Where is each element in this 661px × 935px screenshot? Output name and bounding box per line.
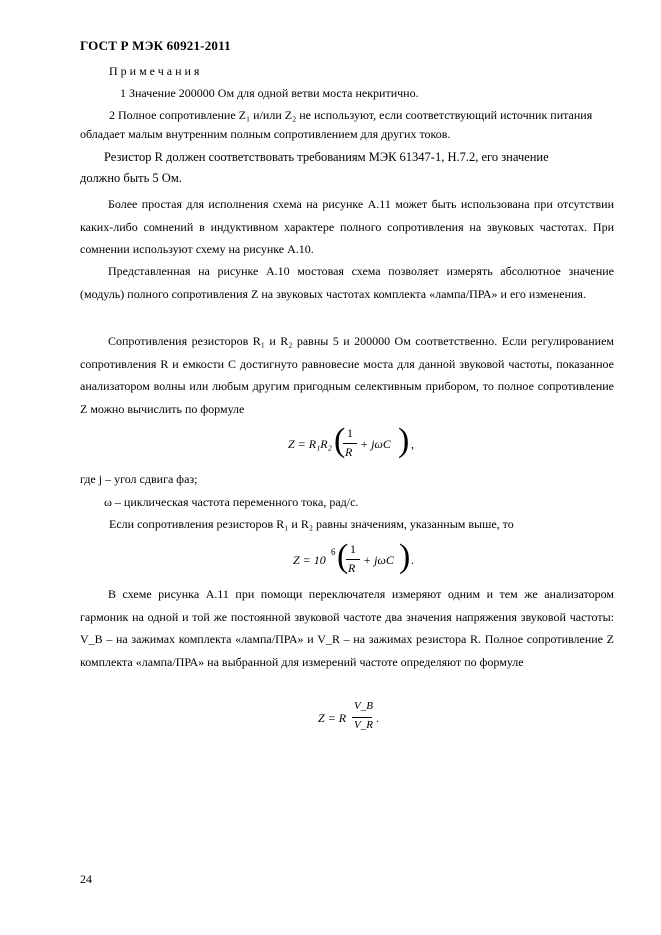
- fraction-denominator: R: [345, 445, 353, 459]
- left-paren: (: [334, 422, 346, 459]
- fraction-denominator: V_R: [354, 719, 373, 731]
- fraction-bar: [343, 443, 357, 444]
- formula-end: .: [411, 553, 414, 567]
- formula-end: .: [376, 711, 379, 725]
- fraction-bar: [346, 559, 360, 560]
- bridge-scheme-paragraph: Представленная на рисунке А.10 мостовая схема позволяет измерять абсолютное значение (модуль) полного сопротивления Z на звуковых частотах комплекта «лампа/ПРА» и его изменения.: [80, 264, 614, 301]
- resistor-paragraph-line-2: должно быть 5 Ом.: [80, 171, 182, 185]
- fraction-denominator: R: [348, 561, 356, 575]
- omega-definition: ω – циклическая частота переменного тока, рад/с.: [104, 495, 359, 509]
- fraction-numerator: 1: [350, 542, 356, 556]
- right-paren: ): [398, 422, 410, 459]
- right-paren: ): [399, 538, 411, 575]
- fraction-bar: [352, 717, 372, 718]
- formula-lhs: Z = R: [318, 711, 347, 725]
- resistor-paragraph-line-1: Резистор R должен соответствовать требованиям МЭК 61347-1, Н.7.2, его значение: [104, 150, 549, 164]
- formula-exponent: 6: [331, 547, 336, 557]
- notes-title: Примечания: [109, 64, 203, 78]
- fraction-numerator: 1: [347, 426, 353, 440]
- note-2-line-2: обладает малым внутренним полным сопротивлением для других токов.: [80, 127, 451, 141]
- left-paren: (: [337, 538, 349, 575]
- document-header: ГОСТ Р МЭК 60921-2011: [80, 38, 231, 53]
- formula-tail: + jωC: [363, 553, 394, 567]
- formula-lhs: Z = 10: [293, 553, 326, 567]
- formula-tail: + jωC: [360, 437, 391, 451]
- page-number: 24: [80, 872, 92, 886]
- resistances-paragraph: Сопротивления резисторов R₁ и R₂ равны 5 и 200000 Ом соответственно. Если регулированием сопротивления R и емкости C достигнуто равновесие моста для данной звуковой частоты, показанное анализатором волны или любым другим пригодным селективным прибором, то полное сопротивление Z можно вычислить по формуле: [80, 334, 614, 416]
- simple-scheme-paragraph: Более простая для исполнения схема на рисунке А.11 может быть использована при отсутствии каких-либо сомнений в индуктивном характере полного сопротивления на звуковых частотах. При сомнении используют схему на рисунке А.10.: [80, 197, 614, 256]
- note-2-line-1: 2 Полное сопротивление Z₁ и/или Z₂ не используют, если соответствующий источник питания: [109, 108, 593, 122]
- formula-lhs: Z = R₁R₂: [288, 437, 332, 451]
- formula-end: ,: [411, 437, 414, 451]
- if-values-line: Если сопротивления резисторов R₁ и R₂ равны значениям, указанным выше, то: [109, 517, 514, 531]
- fraction-numerator: V_B: [354, 700, 373, 712]
- formula-impedance-bridge: [288, 424, 428, 464]
- scheme-a11-paragraph: В схеме рисунка А.11 при помощи переключателя измеряют одним и тем же анализатором гармоник на одной и той же постоянной звуковой частоте два значения напряжения звуковой частоты: V_B – на зажимах комплекта «лампа/ПРА» и V_R – на зажимах резистора R. Полное сопротивление Z комплекта «лампа/ПРА» на выбранной для измерений частоте определяют по формуле: [80, 587, 614, 669]
- note-1: 1 Значение 200000 Ом для одной ветви моста некритично.: [120, 86, 419, 100]
- where-j-line: где j – угол сдвига фаз;: [80, 472, 198, 486]
- formula-impedance-numeric: [293, 540, 423, 580]
- formula-impedance-voltage-ratio: [318, 700, 388, 740]
